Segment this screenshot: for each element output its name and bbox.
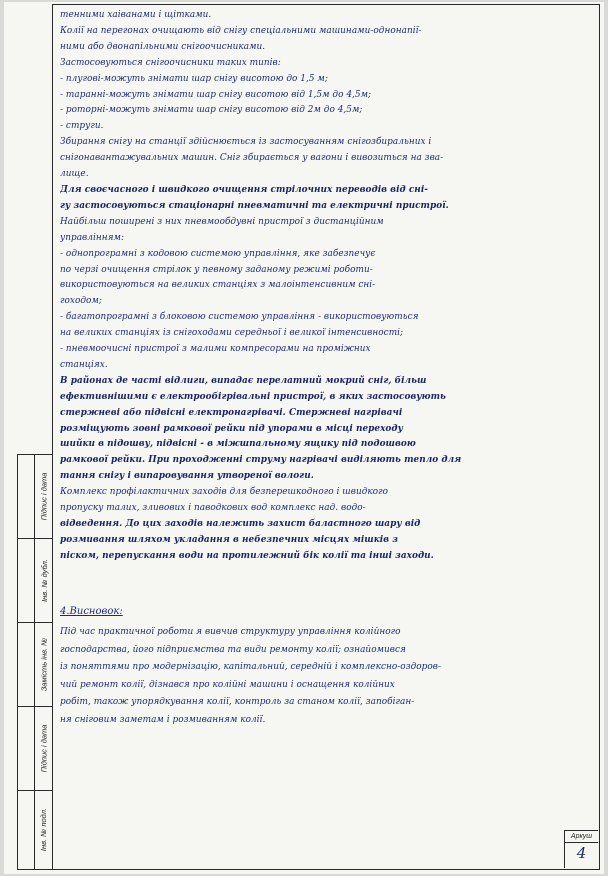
text-line: шийки в підошву, підвісні - в міжшпальному ящику під подошвою	[60, 439, 416, 450]
text-line: - струги.	[60, 121, 104, 132]
text-line: снігонавантажувальних машин. Сніг збирається у вагони і вивозиться на зва-	[60, 153, 444, 164]
text-line: стержневі або підвісні електронагрівачі. Стержневі нагрівачі	[60, 407, 403, 418]
text-line: відведення. До цих заходів належить захист баластного шару від	[60, 519, 421, 529]
margin-label-signature-date-2: Підпис і дата	[39, 724, 49, 772]
text-line: із поняттями про модернізацію, капітальний, середній і комплексно-оздоров-	[60, 662, 442, 672]
text-line: гоходом;	[60, 296, 102, 307]
text-line: - плугові-можуть знімати шар снігу висотою до 1,5 м;	[60, 73, 328, 84]
page-number-box	[564, 830, 598, 868]
text-line: - однопрограмні з кодовою системою управління, яке забезпечує	[60, 248, 376, 259]
text-line: пропуску талих, зливових і паводкових вод комплекс над. водо-	[60, 503, 366, 514]
margin-label-replace-inventory: Замість інв. №	[39, 637, 49, 691]
text-line: розміщують зовні рамкової рейки під упорами в місці переходу	[60, 423, 403, 434]
text-line: гу застосовуються стаціонарні пневматичні та електричні пристрої.	[60, 200, 449, 211]
text-line: розмивання шляхом укладання в небезпечних місцях мішків з	[60, 534, 398, 545]
text-line: В районах де часті відлиги, випадає перелатний мокрий сніг, більш	[60, 375, 427, 386]
text-line: робіт, також упорядкування колії, контроль за станом колії, запобіган-	[60, 697, 415, 707]
text-line: - багатопрограмні з блоковою системою управління - використовуються	[60, 312, 419, 323]
text-line: - роторні-можуть знімати шар снігу висотою від 2м до 4,5м;	[60, 105, 363, 116]
main-text	[60, 8, 594, 565]
conclusion-heading: 4.Висновок:	[60, 606, 123, 617]
page-number: 4	[576, 844, 587, 862]
margin-empty-column	[18, 455, 35, 869]
text-line: господарства, його підприємства та види ремонту колії; ознайомився	[60, 644, 406, 655]
margin-label-dup-inventory: Інв. № дубл.	[39, 558, 49, 602]
text-line: станціях.	[60, 359, 108, 370]
text-line: використовуються на великих станціях з малоінтенсивним сні-	[60, 280, 376, 291]
conclusion-text	[60, 624, 594, 729]
margin-stamp-table	[17, 454, 52, 870]
text-line: ефективнішими є електрообігрівальні пристрої, в яких застосовують	[60, 391, 446, 402]
text-line: на великих станціях із снігоходами середньої і великої інтенсивності;	[60, 328, 404, 339]
text-line: тання снігу і випаровування утвореної вологи.	[60, 471, 314, 482]
text-line: тенними хаіванами і щітками.	[60, 10, 212, 20]
text-line: Для своєчасного і швидкого очищення стрілочних переводів від сні-	[60, 184, 428, 195]
text-line: ними або двонапільними снігоочисниками.	[60, 41, 266, 52]
document-sheet	[4, 2, 604, 874]
text-line: - пневмоочисні пристрої з малими компресорами на проміжних	[60, 344, 371, 355]
text-line: Застосовуються снігоочисники таких типів:	[60, 57, 281, 68]
text-line: лище.	[60, 169, 89, 180]
text-line: чий ремонт колії, дізнався про колійні машини і оснащення колійних	[60, 679, 395, 690]
text-line: управлінням:	[60, 232, 125, 243]
text-line: Колії на перегонах очищають від снігу спеціальними машинами-однонапії-	[60, 25, 422, 36]
text-line: - таранні-можуть знімати шар снігу висотою від 1,5м до 4,5м;	[60, 89, 372, 100]
text-line: піском, перепускання води на протилежний бік колії та інші заходи.	[60, 550, 434, 561]
margin-label-signature-date-1: Підпис і дата	[39, 472, 49, 521]
text-line: Збирання снігу на станції здійснюється із застосуванням снігозбиральних і	[60, 137, 432, 148]
text-line: по черзі очищення стрілок у певному заданому режимі роботи-	[60, 264, 373, 275]
page-number-label: Аркуш	[565, 832, 598, 843]
text-line: Найбільш поширені з них пневмообдувні пристрої з дистанційним	[60, 216, 384, 227]
text-line: рамкової рейки. При проходженні струму нагрівачі виділяють тепло для	[60, 455, 462, 466]
text-line: Комплекс профілактичних заходів для безперешкодного і швидкого	[60, 487, 389, 498]
margin-label-original-inventory: Інв. № подл.	[39, 807, 49, 852]
text-line: ня сніговим заметам і розмиванням колії.	[60, 714, 266, 725]
text-line: Під час практичної роботи я вивчив структуру управління колійного	[60, 627, 401, 637]
